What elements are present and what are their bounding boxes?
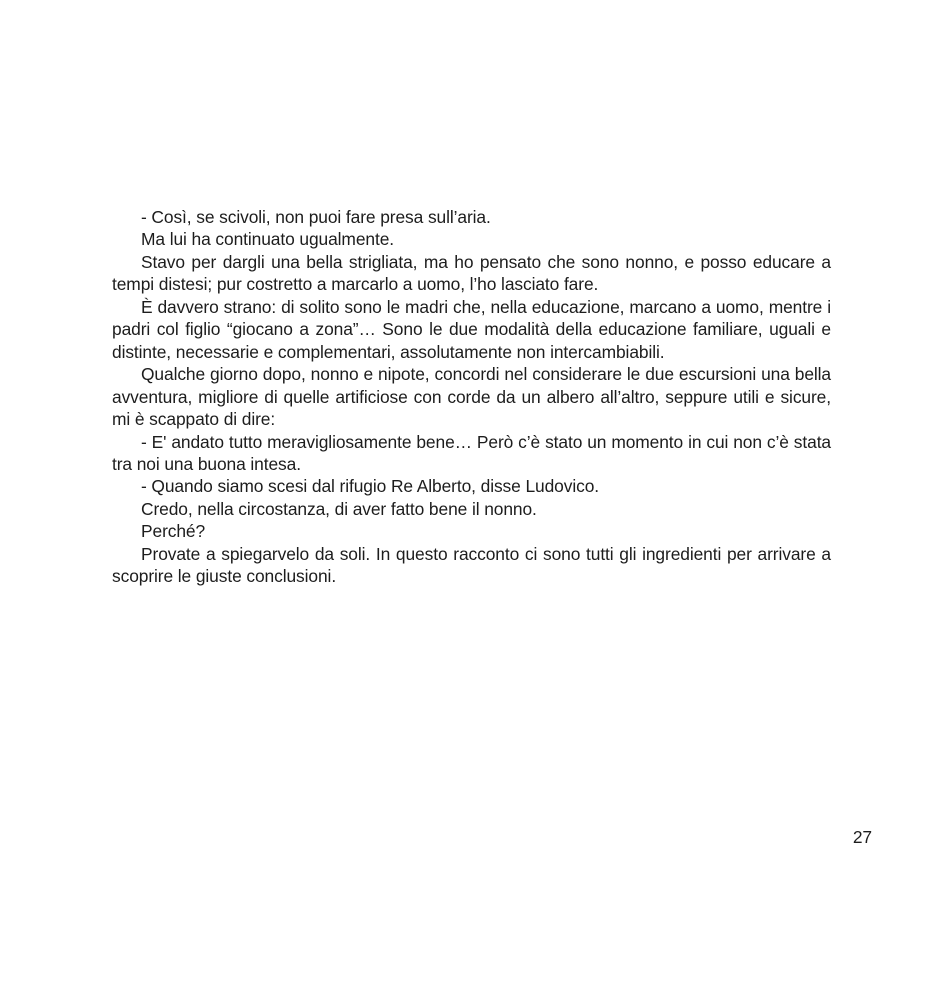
paragraph: Provate a spiegarvelo da soli. In questo racconto ci sono tutti gli ingredienti per arrivare a scoprire le giuste conclusioni. bbox=[112, 543, 831, 587]
paragraph: È davvero strano: di solito sono le madri che, nella educazione, marcano a uomo, mentre i padri col figlio “giocano a zona”… Sono le due modalità della educazione familiare, uguali e distinte, necessarie e complementari, assolutamente non intercambiabili. bbox=[112, 296, 831, 362]
paragraph: - E' andato tutto meravigliosamente bene… Però c’è stato un momento in cui non c’è stata tra noi una buona intesa. bbox=[112, 431, 831, 474]
page-number: 27 bbox=[852, 827, 872, 847]
body-text-block bbox=[112, 206, 831, 588]
paragraph: Stavo per dargli una bella strigliata, ma ho pensato che sono nonno, e posso educare a tempi distesi; pur costretto a marcarlo a uomo, l’ho lasciato fare. bbox=[112, 251, 831, 295]
paragraph: Ma lui ha continuato ugualmente. bbox=[141, 229, 394, 250]
paragraph: - Quando siamo scesi dal rifugio Re Alberto, disse Ludovico. bbox=[141, 476, 599, 497]
paragraph: Qualche giorno dopo, nonno e nipote, concordi nel considerare le due escursioni una bella avventura, migliore di quelle artificiose con corde da un albero all’altro, seppure utili e sicure, mi è scappato di dire: bbox=[112, 364, 831, 430]
paragraph: - Così, se scivoli, non puoi fare presa sull’aria. bbox=[141, 207, 491, 227]
paragraph: Credo, nella circostanza, di aver fatto bene il nonno. bbox=[141, 498, 537, 519]
paragraph: Perché? bbox=[141, 521, 206, 542]
